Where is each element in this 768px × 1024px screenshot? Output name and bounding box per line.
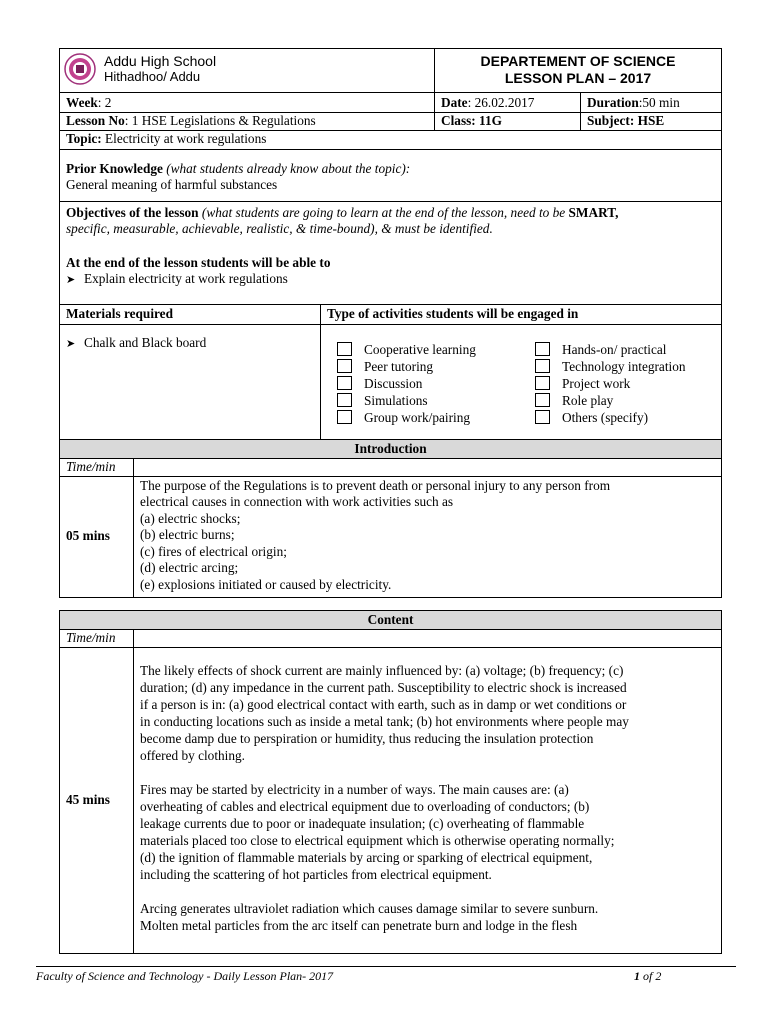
materials-label: Materials required [60,304,321,324]
content-para-fires: Fires may be started by electricity in a number of ways. The main causes are: (a) overheating of cables and electrical equipment due to overloading of conductors; (b) leakage currents due to poor or inadequate insulation; (c) overheating of flammable materials placed too close to electrical equipment which is otherwise operating normally; (d) the ignition of flammable materials by arcing or sparking of electrical equipment, including the scattering of hot particles from electrical equipment. [140,781,615,882]
checkbox-icon[interactable] [535,393,550,407]
arrow-bullet-icon: ➤ [66,337,76,350]
checkbox-icon[interactable] [337,393,352,407]
checkbox-icon[interactable] [337,359,352,373]
objectives-cell: Objectives of the lesson (what students are going to learn at the end of the lesson, need to be SMART, specific, measurable, achievable, realistic, & time-bound), & must be identified. At the end of the lesson students will be able to ➤ Explain electricity at work regulations [60,201,722,304]
date-cell: Date: 26.02.2017 [435,93,581,113]
department-cell [435,49,722,93]
checkbox-icon[interactable] [535,342,550,356]
content-title: Content [60,610,722,630]
introduction-text: The purpose of the Regulations is to prevent death or personal injury to any person from electrical causes in connection with work activities such as (a) electric shocks; (b) electric burns; (c) fires of electrical origin; (d) electric arcing; (e) explosions initiated or caused by electricity. [134,476,722,597]
topic-cell: Topic: Electricity at work regulations [60,130,722,149]
arrow-bullet-icon: ➤ [66,274,76,286]
materials-cell [60,324,321,439]
prior-hint: (what students already know about the topic): [162,160,411,176]
content-time: 45 mins [60,647,134,953]
materials-activities-table [59,304,722,440]
checkbox-icon[interactable] [337,376,352,390]
introduction-table [59,439,722,598]
checkbox-icon[interactable] [535,359,550,373]
activity-others: Others (specify) [535,410,686,427]
prior-label: Prior Knowledge [66,160,163,176]
materials-item: ➤ Chalk and Black board [66,335,314,353]
department-title: DEPARTEMENT OF SCIENCE [480,53,676,69]
activities-left-list [337,342,535,427]
page-number: 1 of 2 [634,969,662,983]
content-para-shock: The likely effects of shock current are mainly influenced by: (a) voltage; (b) frequency; (c) duration; (d) any impedance in the current path. Susceptibility to electric shock is increased if a person is in: (a) good electrical contact with earth, such as in damp or wet conditions or in conducting locations such as inside a metal tank; (b) hot environments where people may become damp due to perspiration or humidity, thus reducing the insulation protection offered by clothing. [140,662,629,763]
introduction-title: Introduction [60,439,722,459]
content-text [134,647,722,953]
outcome-item: ➤ Explain electricity at work regulations [66,271,715,289]
introduction-time-header: Time/min [60,459,134,477]
activities-right-list [535,342,686,427]
activity-group-work: Group work/pairing [337,410,535,427]
school-location: Hithadhoo/ Addu [104,69,201,84]
activity-technology: Technology integration [535,359,686,376]
subject-cell: Subject: HSE [581,112,722,130]
checkbox-icon[interactable] [535,376,550,390]
activity-cooperative: Cooperative learning [337,342,535,359]
class-cell: Class: 11G [435,112,581,130]
page-footer [36,966,736,984]
content-para-arcing: Arcing generates ultraviolet radiation which causes damage similar to severe sunburn. Molten metal particles from the arc itself can penetrate burn and lodge in the flesh [140,900,599,933]
school-name: Addu High School [104,53,217,69]
duration-cell: Duration:50 min [581,93,722,113]
activity-peer-tutoring: Peer tutoring [337,359,535,376]
footer-text: Faculty of Science and Technology - Daily Lesson Plan- 2017 [36,969,334,983]
checkbox-icon[interactable] [337,342,352,356]
prior-text: General meaning of harmful substances [66,177,278,192]
school-logo-icon [64,53,96,85]
plan-title: LESSON PLAN – 2017 [504,70,652,86]
lesson-cell: Lesson No: 1 HSE Legislations & Regulations [60,112,435,130]
info-table [59,92,722,305]
header-table [59,48,722,93]
activities-label: Type of activities students will be engaged in [321,304,722,324]
outcome-intro: At the end of the lesson students will be able to [66,254,331,270]
checkbox-icon[interactable] [535,410,550,424]
school-cell [60,49,435,93]
week-cell: Week: 2 [60,93,435,113]
content-table [59,610,722,954]
activity-project-work: Project work [535,376,686,393]
activities-cell [321,324,722,439]
activity-simulations: Simulations [337,393,535,410]
lesson-plan-sheet [59,48,721,954]
activity-hands-on: Hands-on/ practical [535,342,686,359]
checkbox-icon[interactable] [337,410,352,424]
activity-role-play: Role play [535,393,686,410]
introduction-time: 05 mins [60,476,134,597]
content-time-header: Time/min [60,630,134,648]
activity-discussion: Discussion [337,376,535,393]
prior-knowledge-cell [60,149,722,201]
